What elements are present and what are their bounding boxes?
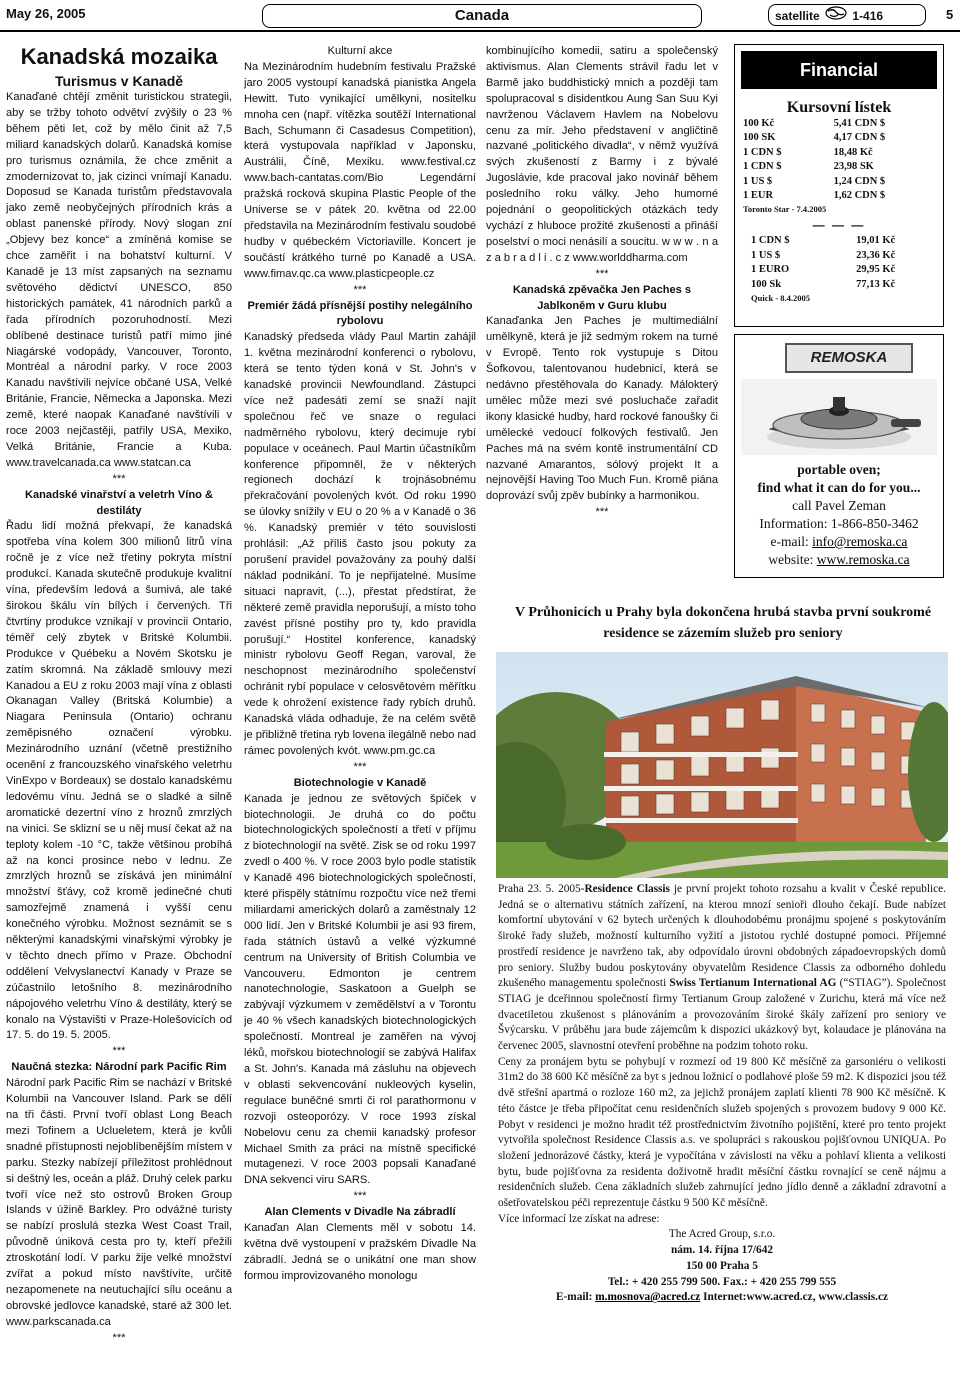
rate-currency: 1 CDN $ — [751, 235, 790, 247]
page-number: 5 — [946, 7, 954, 22]
remoska-logo: REMOSKA — [785, 343, 913, 373]
rate-currency: 1 CDN $ — [743, 146, 782, 158]
separator-stars: *** — [595, 267, 609, 280]
rate-value: 23,98 SK — [833, 161, 874, 173]
magazine-badge — [768, 4, 926, 26]
ad-line: find what it can do for you... — [757, 480, 921, 495]
magazine-name: satellite — [775, 9, 820, 23]
financial-box — [734, 44, 944, 327]
residence-paragraph-1 — [498, 882, 946, 1055]
residence-headline: V Průhonicích u Prahy byla dokončena hrubá stavba první soukromé residence se zázemím služeb pro seniory — [514, 605, 932, 641]
contact-company: The Acred Group, s.r.o. — [668, 1228, 776, 1241]
financial-title: Financial — [741, 51, 937, 89]
residence-paragraph-2: Ceny za pronájem bytu se pohybují v rozmezí od 19 800 Kč měsíčně za garsoniéru o velikosti 31m2 do 38 600 Kč měsíčně za byt s jednou ložnicí o podlahové ploše 59 m2. K dispozici jsou též dvě střešní apartmá o rozloze 160 m2, za jejichž pronájem zaplatí klienti 78 900 Kč měsíčně. K této částce je třeba připočítat cenu residenčních služeb spojených s provozem budovy 9 000 Kč. Pobyt v residenci je možno hradit též prostřednictvím životního pojištění, které pro tento projekt vytvořila společnost Residence Classis a.s. ve spolupráci s rakouskou pojišťovnou UNIQUA. Po složení jednorázové částky, která je vypočítána v závislosti na věku a pohlaví klienta a velikosti bytu, bude pojišťovna za residenta doživotně hradit měsíční částku rovnající se ceně nájmu a residenčních služeb. Cena základních služeb zahrnující jedno jídlo denně a základní zdravotní a ošetřovatelskou péči reprezentuje částku 9 500 Kč měsíčně. — [498, 1055, 946, 1210]
rate-value: 77,13 Kč — [856, 278, 896, 290]
ad-line: portable oven; — [797, 462, 881, 477]
separator-stars: *** — [112, 472, 126, 485]
issue-number: 1-416 — [852, 9, 884, 23]
exchange-rate-row — [735, 278, 943, 292]
contact-phone: Tel.: + 420 255 799 500. Fax.: + 420 255 799 555 — [607, 1275, 837, 1288]
paches-article: Kanaďanka Jen Paches je multimediální umělkyně, která je již sedmým rokem na turné v Evropě. Tento rok vystupuje s Ditou Šofkovou, talentovanou hudebnicí, která se nedávno přestěhovala do Kanady. Málokterý umělec může mezi své posluchače zařadit ikony klasické hudby, hard rockové fanoušky či umělecké vedoucí folkových festivalů. Jen Paches má na svém kontě instrumentální CD nazvané Amarantos, sólový projekt It a nejnovější Having Too Much Fun. Kromě piána doprovází svůj zpěv bubínky a harmonikou. — [486, 315, 718, 503]
residence-text-1a: je první projekt tohoto rozsahu a kvalit v České republice. Jedná se o alternativu státních zařízení, na kterou mnozí senioři dlouho čekají. Bude nabízet komfortní ubytování v 62 bytech určených k dlouhodobému pronájmu spojené s poskytováním široké řady služeb, možností kulturního vyžití a jistotou rychlé dostupné pomoci. Příjemné prostředí residence je navrženo tak, aby odpovídalo úrovni obdobných západoevropských domů pro seniory. Služby budou poskytovány obyvatelům Residence Classis za odborného dohledu zkušeného managementu společnosti — [498, 883, 946, 990]
ad-email-link[interactable]: info@remoska.ca — [812, 534, 908, 549]
residence-text-1b: (“STIAG”). Společnost STIAG je dceřinnou společností firmy Tertianum Group založené v Zurichu, která má více než dvacetiletou zkušenost s plánováním a provozováním široké škály zařízení pro seniory ve Švýcarsku. V průběhu jara bude zájemcům k dispozici ukázkový byt, kolaudace je plánována na červenec 2005, slavnostní otevření proběhne na podzim tohoto roku. — [498, 977, 946, 1053]
mosaic-title: Kanadská mozaika — [20, 44, 218, 69]
separator-stars: *** — [353, 283, 367, 296]
rate-value: 5,41 CDN $ — [833, 118, 886, 129]
contact-email-row — [498, 1290, 946, 1306]
exchange-rate-row — [735, 175, 943, 189]
exchange-rate-row — [735, 146, 943, 160]
ad-website-label: website: — [768, 552, 817, 567]
pacific-rim-article: Národní park Pacific Rim se nachází v Britské Kolumbii na Vancouver Island. Park se dělí na tři části. První tvoří oblast Long Beach mezi Tofinem a Uclueletem, která je kvůli snadné přístupnosti nejoblíbenějším místem v parku. Stezky nabízejí příležitost prohlédnout si deštný les, oceán a pláž. Druhý celek parku tvoří více než sto ostrovů Broken Group Islands v úžině Barkley. Pro odvážné turisty se nabízí proslulá stezka West Coast Trail, původně úniková cesta pro ty, kteří přežili ztroskotání lodí. V parku žije velké množství zvířat a pokud místo navštívíte, určitě nezapomenete na neutuchající sílu oceánu a obrovské jedlovce kanadské, staré až 300 let. www.parkscanada.ca — [6, 1077, 232, 1328]
tourism-heading: Turismus v Kanadě — [54, 73, 184, 89]
residence-dateline: Praha 23. 5. 2005- — [498, 883, 585, 895]
rate-currency: 100 SK — [743, 132, 776, 144]
rate-divider: — — — — [812, 218, 866, 233]
residence-name: Residence Classis — [584, 883, 670, 895]
residence-paragraph-3: Více informací lze získat na adrese: — [498, 1212, 660, 1225]
ad-website-link[interactable]: www.remoska.ca — [816, 552, 910, 567]
separator-stars: *** — [353, 1190, 367, 1203]
separator-stars: *** — [112, 1331, 126, 1344]
fishing-heading: Premiér žádá přísnější postihy nelegálního rybolovu — [247, 299, 473, 328]
remoska-oven-image — [741, 379, 937, 455]
tourism-article: Kanaďané chtějí změnit turistickou strategii, aby se tržby tohoto odvětví zvýšily o 23 % během pěti let, což by mělo činit až 7,5 miliard kanadských dolarů. Kanadská komise pro turismus oznámila, že chce změnit a zmodernizovat to, jak cizinci vnímají Kanadu. Doposud se Kanada turistům představovala jako země neobyčejných přírodních krás a oblast panenské přírody. Nový slogan zní „Objevy bez konce“ a zmíněná komise se chce zaměřit i na bohatství kulturní. V Kanadě je 13 míst zapsaných na seznamu světového dědictví UNESCO, 850 historických památek, 41 národních parků a řada přírodních pozoruhodností. Mezi oblíbené destinace turistů patří mimo jiné Niagárské vodopády, Vancouver, Toronto, Montréal a národní parky. V roce 2003 Kanadu navštívili nejvíce občané USA, Velké Británie, Francie, Německa a Japonska. Mezi země, které naopak Kanaďané navštívili v roce 2003 nejčastěji, patřily USA, Mexiko, Velká Británie, Francie a Kuba. www.travelcanada.ca www.statcan.ca — [6, 91, 232, 469]
biotech-heading: Biotechnologie v Kanadě — [293, 776, 427, 789]
issue-date: May 26, 2005 — [6, 6, 86, 21]
residence-building-photo — [496, 652, 948, 878]
wine-heading: Kanadské vinařství a veletrh Víno & destiláty — [24, 488, 214, 517]
section-title: Canada — [262, 4, 702, 28]
exchange-rate-heading: Kursovní lístek — [786, 99, 892, 116]
separator-stars: *** — [112, 1045, 126, 1058]
contact-city: 150 00 Praha 5 — [686, 1259, 758, 1272]
culture-article: Na Mezinárodním hudebním festivalu Pražské jaro 2005 vystoupí kanadská pianistka Angela Hewitt. Tuto vynikající umělkyni, nositelku mnoha cen (např. vítězka soutěží International Bach, Schumann či Casadesus Competition), která vystupovala například v Japonsku, Austrálii, Číně, Mexiku. www.festival.cz www.bach-cantatas.com/Bio Legendární pražská rocková skupina Plastic People of the Universe se v pátek 20. května od 22.00 představila na Mezinárodním festivalu soudobé hudby v québeckém Victoriaville. Koncert je součástí krátkého turné po Kanadě a USA. www.fimav.qc.ca www.plasticpeople.cz — [244, 60, 476, 280]
rate-currency: 1 EURO — [751, 264, 790, 276]
rate-value: 1,24 CDN $ — [833, 175, 886, 187]
rate-currency: 1 US $ — [743, 175, 773, 187]
residence-article — [498, 882, 946, 1382]
ad-email-row — [735, 533, 943, 551]
rate-value: 4,17 CDN $ — [833, 132, 886, 144]
clements-article-continued: kombinujícího komedii, satiru a společenský aktivismus. Alan Clements strávil řadu let v Barmě jako buddhistický mnich a později tam spolupracoval s disidentkou Aung San Suu Kyi navrženou Václavem Havlem na Nobelovu cenu za mír. Jeho představení v angličtině nazvané „politického divadla“, v němž využívá svých zkušeností z Barmy i z bývalé Jugoslávie, kde pracoval jako novinář během posledního roku války. Jeho humorné pojednání o geopolitických otázkách tedy vychází z hluboce prožité zkušenosti a přináší poselství o moci nenásilí a soucitu. w w w . n a z a b r a d l i . c z www.worlddharma.com — [486, 45, 718, 264]
contact-email-label: E-mail: — [555, 1291, 596, 1304]
ad-email-label: e-mail: — [770, 534, 813, 549]
rate-currency: 100 Kč — [743, 118, 775, 129]
rate-source-quick: Quick - 8.4.2005 — [751, 293, 811, 304]
exchange-rate-row — [735, 117, 943, 131]
stiag-name: Swiss Tertianum International AG — [669, 977, 837, 990]
rate-value: 29,95 Kč — [856, 264, 896, 276]
rate-currency: 100 Sk — [751, 278, 782, 290]
exchange-rate-table-quick — [735, 234, 943, 292]
ad-line: call Pavel Zeman — [792, 498, 886, 513]
biotech-article: Kanada je jednou ze světových špiček v biotechnologii. Je druhá co do počtu biotechnologických společností a třetí v příjmu z biotechnologií na světě. Zisk se od roku 1997 zvedl o 400 %. V roce 2003 bylo podle statistik v Kanadě 496 biotechnologických společností, které přispěly státnímu rozpočtu více než třemi miliardami amerických dolarů a zaměstnaly 12 000 lidí. Jen v Britské Kolumbii je asi 93 firem, řada státních ústavů a velké výzkumné centrum na University of British Columbia ve Vancouveru. Edmonton je centrem nanotechnologie, Saskatoon a Guelph se zabývají výzkumem v zemědělství a v Torontu je 40 % všech kanadských biotechnologických společností. Montreal je zaměřen na vývoj léků, mořskou biotechnologií se zabývá Halifax a St. John's. Kanada má zásluhu na objevech v oblasti sekvencování nukleových kyselin, regulace buněčné smrti či rol parathormonu v rozvoji osteoporózy. V roce 1993 získal Nobelovu cenu za chemii kanadský profesor Michael Smith za práci na místně specifické mutagenezi. V roce 2003 popsali Kanaďané DNA sekvenci viru SARS. — [244, 792, 476, 1187]
rate-currency: 1 CDN $ — [743, 161, 782, 173]
ad-website-row — [735, 551, 943, 569]
fishing-article: Kanadský předseda vlády Paul Martin zahájil 1. května mezinárodní konferenci o rybolovu, která se tento týden koná v St. John's v kanadské provincii Newfoundland. Zástupci více než padesáti zemí se snaží najít společnou řeč ve snaze o regulaci nadměrného rybolovu, který decimuje rybí populace v oceánech. Paul Martin účastníkům konference připomněl, že v některých regionech dochází k trojnásobnému překračování povolených kvót. Od roku 1990 se úlovky snížily v EU o 20 % a v Kanadě o 36 %. Kanadský premiér v této souvislosti prohlásil: „Až příliš často jsou pokuty za porušení pravidel považovány za pouhý další náklad podnikání. To je nepřijatelné. Musíme situaci napravit, (...), přestat předstírat, že některé země pravidla neporušují, a místo toho zavést přísné postihy pro ty, kdo pravidla porušují.“ Hostitel konference, kanadský ministr rybolovu Geoff Regan, varoval, že neschopnost mezinárodního společenství ochránit rybí populace v celosvětovém měřítku vede k ohrožení existence řady rybích druhů. Kanadská vláda odhaduje, že na celém světě je přibližně třetina ryb lovena ilegálně nebo nad rámec povolených kvót. www.pm.gc.ca — [244, 331, 476, 757]
contact-email-link[interactable]: m.mosnova@acred.cz — [595, 1291, 701, 1304]
clements-article: Kanaďan Alan Clements měl v sobotu 14. května dvě vystoupení v pražském Divadle Na zábradlí. Jedná se o unikátní one man show formou improvizovaného monologu — [244, 1222, 476, 1282]
culture-heading: Kulturní akce — [327, 45, 393, 57]
pacific-rim-heading: Naučná stezka: Národní park Pacific Rim — [11, 1061, 227, 1074]
exchange-rate-row — [735, 189, 943, 203]
rate-value: 19,01 Kč — [856, 235, 896, 247]
clements-heading: Alan Clements v Divadle Na zábradlí — [264, 1206, 456, 1219]
exchange-rate-row — [735, 131, 943, 145]
exchange-rate-row — [735, 234, 943, 248]
contact-internet: Internet:www.acred.cz, www.classis.cz — [700, 1291, 888, 1304]
header-divider — [0, 30, 960, 32]
ad-phone: Information: 1-866-850-3462 — [759, 516, 919, 531]
remoska-ad-text — [735, 461, 943, 569]
rate-value: 23,36 Kč — [856, 249, 896, 261]
separator-stars: *** — [353, 760, 367, 773]
globe-icon — [823, 5, 849, 27]
exchange-rate-table-toronto — [735, 117, 943, 203]
exchange-rate-row — [735, 263, 943, 277]
exchange-rate-row — [735, 160, 943, 174]
column-2 — [244, 44, 476, 1379]
rate-value: 1,62 CDN $ — [833, 190, 886, 202]
rate-value: 18,48 Kč — [833, 146, 873, 158]
column-3 — [486, 44, 718, 584]
contact-street: nám. 14. října 17/642 — [671, 1244, 773, 1257]
paches-heading: Kanadská zpěvačka Jen Paches s Jablkoněm v Guru klubu — [512, 283, 692, 312]
rate-source-toronto: Toronto Star - 7.4.2005 — [743, 204, 827, 215]
exchange-rate-row — [735, 249, 943, 263]
rate-currency: 1 EUR — [743, 190, 774, 202]
wine-article: Řadu lidí možná překvapí, že kanadská spotřeba vína kolem 300 milionů litrů vína ročně je z více než třetiny pokryta místní produkcí. Kanada skutečně produkuje kvalitní vína, především ledová a šumivá, ale také širokou škálu vín bílých i červených. Tři čtvrtiny produkce vznikají v provincii Ontario, téměř celý zbytek v Britské Kolumbii. Produkce v Québeku a Novém Skotsku je zatím skromná. Na základě smlouvy mezi Kanadou a EU z roku 2003 mají vína z oblasti Okanagan Valley (Britská Kolumbie) a Niagara Peninsula (Ontario) ochranu zeměpisného označení výrobku. Mezinárodního uznání (včetně prestižního ocenění z francouzského vinařského veletrhu VinExpo v Bordeaux) se dostalo kanadskému ledovému vínu. Jedná se o sladké a silně aromatické dezertní víno z hroznů zmrzlých na vinici. Se sklizní se u něj musí čekat až na teploty kolem -10 °C, takže většinou probíhá až na konci prosince nebo v lednu. Ze zmrzlých hroznů se získává jen minimální množství šťávy, což kromě jedinečné chuti samozřejmě znamená i vyšší cenu konečného výrobku. Možnost seznámit se s některými kanadskými vinařskými výrobky je v těchto dnech přímo v Praze. Obchodní oddělení Velvyslanectví Kanady v Praze se zúčastnilo letošního 8. mezinárodního nápojového veletrhu Víno & destiláty, který se konalo na Výstavišti v Praze-Holešovicích od 17. 5. do 19. 5. 2005. — [6, 520, 232, 1042]
column-1 — [6, 44, 232, 1379]
separator-stars: *** — [595, 506, 609, 519]
remoska-advertisement — [734, 334, 944, 578]
rate-currency: 1 US $ — [751, 249, 781, 261]
